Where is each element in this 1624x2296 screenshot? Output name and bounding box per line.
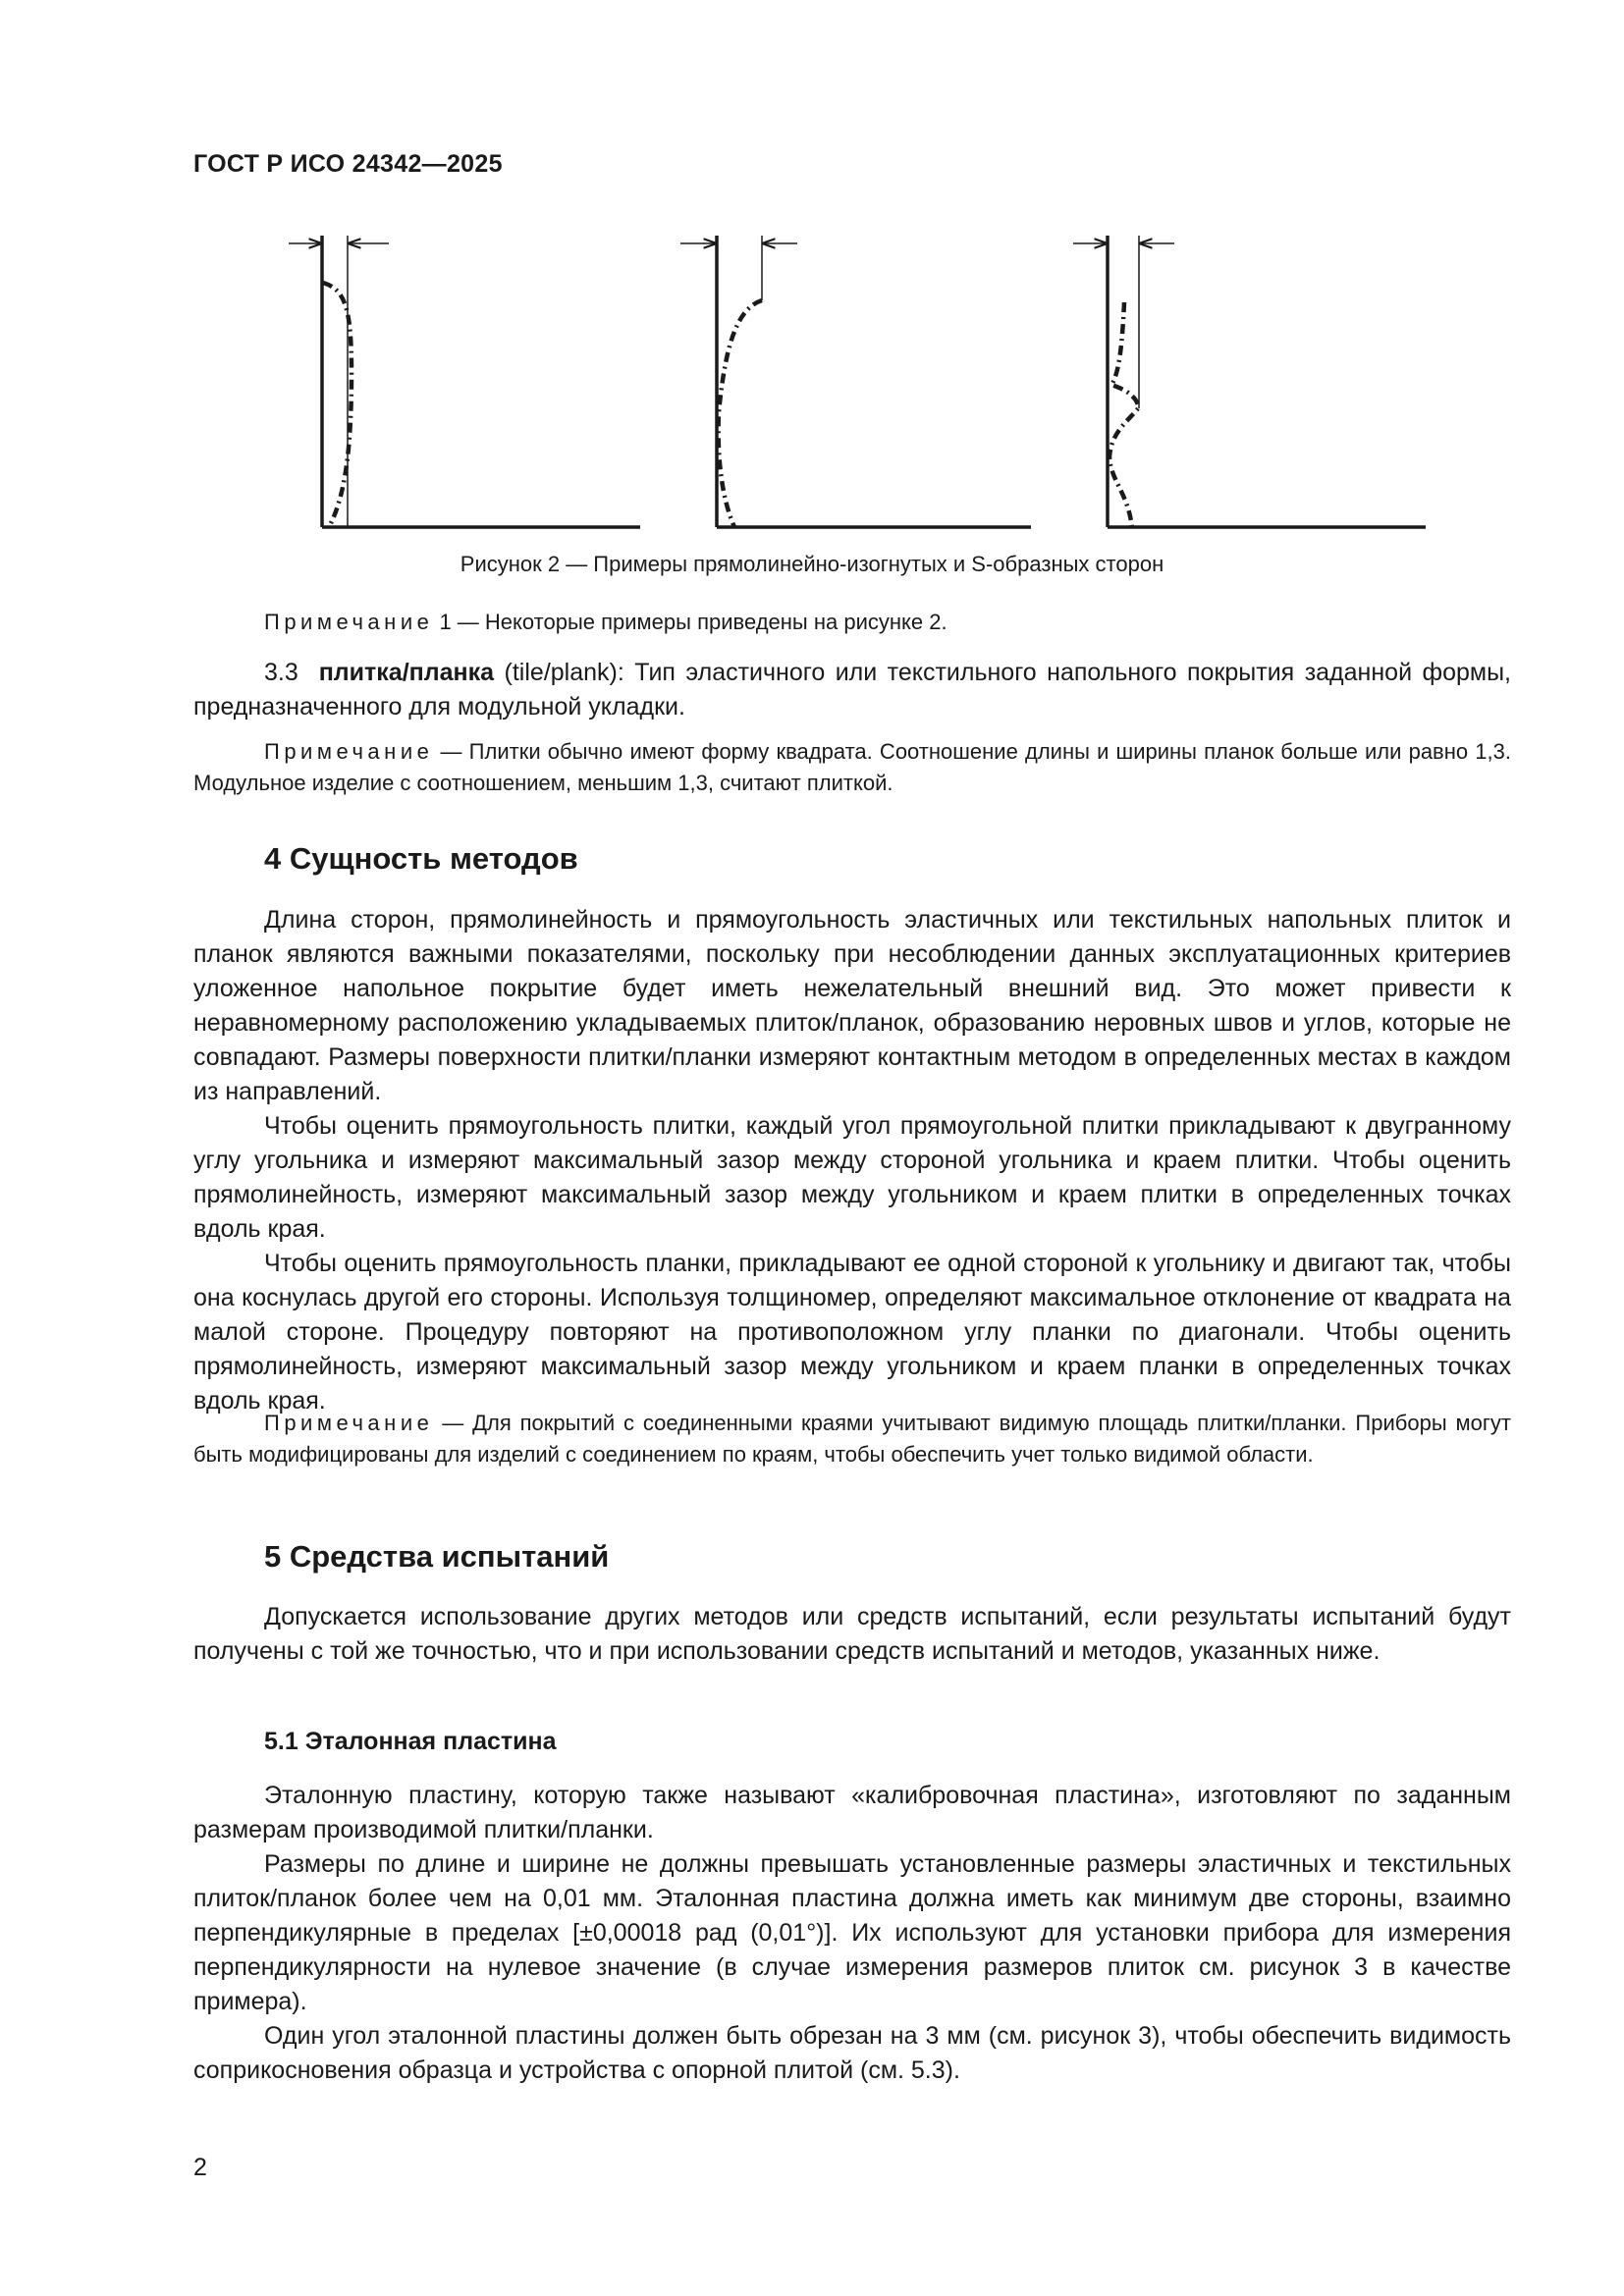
figure-2: [0, 216, 1624, 540]
section-4-paragraph-3: Чтобы оценить прямоугольность планки, прикладывают ее одной стороной к угольнику и двигают так, чтобы она коснулась другой его стороны. Используя толщиномер, определяют максимальное отклонение от квадрата на малой стороне. Процедуру повторяют на противоположном углу планки по диагонали. Чтобы оценить прямолинейность, измеряют максимальный зазор между угольником и краем планки в определенных точках вдоль края.: [193, 1250, 1511, 1415]
note-2: [193, 736, 1511, 799]
figure-2-drawing: [0, 216, 1624, 540]
subsection-5-1-paragraph-1: Эталонную пластину, которую также называют «калибровочная пластина», изготовляют по заданным размерам производимой плитки/планки.: [193, 1782, 1511, 1843]
definition-term: плитка/планка: [318, 659, 495, 686]
section-4-paragraph-1: Длина сторон, прямолинейность и прямоугольность эластичных или текстильных напольных плиток и планок являются важными показателями, поскольку при несоблюдении данных эксплуатационных критериев уложенное напольное покрытие будет иметь нежелательный внешний вид. Это может привести к неравномерному расположению укладываемых плиток/планок, образованию неровных швов и углов, которые не совпадают. Размеры поверхности плитки/планки измеряют контактным методом в определенных местах в каждом из направлений.: [193, 906, 1511, 1105]
figure-panel-2: [680, 236, 1031, 527]
section-4-heading: 4 Сущность методов: [264, 841, 578, 876]
subsection-5-1-paragraph-2: Размеры по длине и ширине не должны превышать установленные размеры эластичных и текстильных плиток/планок более чем на 0,01 мм. Эталонная пластина должна иметь как минимум две стороны, взаимно перпендикулярные в пределах [±0,00018 рад (0,01°)]. Их используют для установки прибора для измерения перпендикулярности на нулевое значение (в случае измерения размеров плиток см. рисунок 3 в качестве примера).: [193, 1850, 1511, 2015]
note-text: — Плитки обычно имеют форму квадрата. Соотношение длины и ширины планок больше или равно 1,3. Модульное изделие с соотношением, меньшим 1,3, считают плиткой.: [193, 739, 1511, 795]
note-text: 1 — Некоторые примеры приведены на рисунке 2.: [433, 610, 947, 634]
panel-3-s-shaped-edge: [1110, 302, 1139, 527]
subsection-5-1-paragraph-3: Один угол эталонной пластины должен быть обрезан на 3 мм (см. рисунок 3), чтобы обеспечить видимость соприкосновения образца и устройства с опорной плитой (см. 5.3).: [193, 2022, 1511, 2084]
figure-panel-3: [1073, 236, 1426, 527]
definition-text: (tile/plank): Тип эластичного или текстильного напольного покрытия заданной формы, предназначенного для модульной укладки.: [193, 659, 1511, 721]
subsection-5-1-body: [193, 1779, 1511, 2088]
page-number: 2: [193, 2154, 207, 2181]
note-label: Примечание: [264, 610, 434, 634]
document-header: ГОСТ Р ИСО 24342—2025: [193, 150, 503, 178]
section-4-body: [193, 903, 1511, 1418]
definition-3-3: [193, 656, 1511, 724]
note-label: Примечание: [264, 739, 434, 764]
section-5-heading: 5 Средства испытаний: [264, 1539, 610, 1574]
definition-number: 3.3: [264, 659, 298, 686]
figure-panel-1: [289, 236, 640, 527]
section-5-intro-text: Допускается использование других методов или средств испытаний, если результаты испытаний будут получены с той же точностью, что и при использовании средств испытаний и методов, указанных ниже.: [193, 1603, 1511, 1665]
subsection-5-1-heading: 5.1 Эталонная пластина: [264, 1728, 557, 1755]
note-label: Примечание: [264, 1411, 434, 1435]
section-4-paragraph-2: Чтобы оценить прямоугольность плитки, каждый угол прямоугольной плитки прикладывают к двугранному углу угольника и измеряют максимальный зазор между стороной угольника и краем плитки. Чтобы оценить прямолинейность, измеряют максимальный зазор между угольником и краем плитки в определенных точках вдоль края.: [193, 1112, 1511, 1243]
note-text: — Для покрытий с соединенными краями учитывают видимую площадь плитки/планки. Приборы могут быть модифицированы для изделий с соединением по краям, чтобы обеспечить учет только видимой области.: [193, 1411, 1511, 1467]
section-4-note: [193, 1408, 1511, 1470]
note-1: [193, 607, 1511, 638]
figure-2-caption: Рисунок 2 — Примеры прямолинейно-изогнутых и S-образных сторон: [460, 552, 1164, 576]
panel-2-curved-edge: [719, 300, 762, 527]
section-5-intro: [193, 1600, 1511, 1669]
